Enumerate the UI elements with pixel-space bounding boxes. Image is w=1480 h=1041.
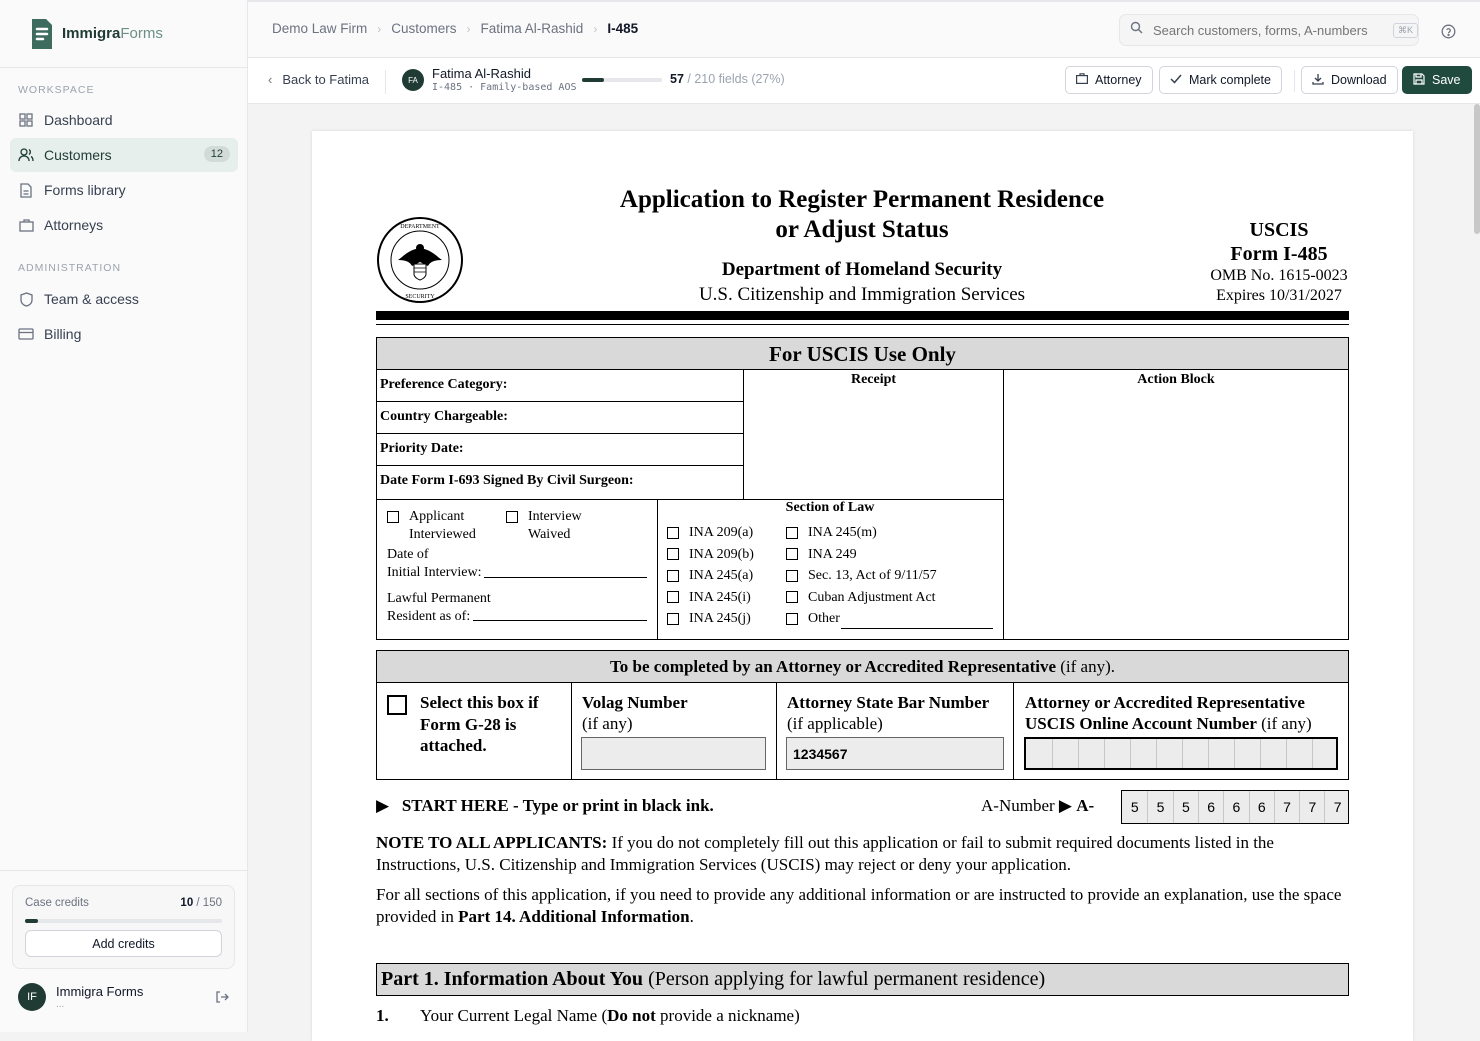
i693-date-label: Date Form I-693 Signed By Civil Surgeon: xyxy=(380,473,634,488)
sidebar xyxy=(0,0,248,1032)
avatar: IF xyxy=(18,983,46,1011)
law-left-list xyxy=(667,522,754,630)
account-digit-divider xyxy=(1286,739,1287,768)
breadcrumb-current: I-485 xyxy=(607,21,639,36)
sidebar-item-label: Team & access xyxy=(44,291,139,307)
form-title-line2: or Adjust Status xyxy=(775,216,949,243)
a-number-digit: 7 xyxy=(1299,791,1325,823)
section-of-law-checkbox[interactable] xyxy=(667,527,679,539)
title-rule xyxy=(376,311,1349,320)
a-number-field[interactable] xyxy=(1121,790,1349,824)
start-here-row: ▶ START HERE - Type or print in black ink. xyxy=(376,796,714,815)
a-number-digit: 5 xyxy=(1173,791,1199,823)
section-of-law-row xyxy=(667,587,754,609)
check-icon xyxy=(1170,73,1182,87)
section-of-law-row xyxy=(667,522,754,544)
account-digit-divider xyxy=(1078,739,1079,768)
search-box[interactable] xyxy=(1119,14,1419,46)
a-number-digit: 6 xyxy=(1249,791,1275,823)
a-number-digit: 5 xyxy=(1130,799,1139,815)
form-toolbar xyxy=(248,58,1480,104)
section-of-law-checkbox[interactable] xyxy=(786,527,798,539)
account-digit-divider xyxy=(1130,739,1131,768)
sidebar-item-label: Billing xyxy=(44,326,82,342)
sidebar-item-forms-library[interactable] xyxy=(10,173,238,207)
download-button[interactable]: Download xyxy=(1301,66,1398,94)
divider xyxy=(385,70,386,94)
help-icon[interactable] xyxy=(1441,24,1456,44)
note-to-applicants: NOTE TO ALL APPLICANTS: If you do not completely fill out this application or fail to submit required documents listed in the Instructions, U.S. Citizenship and Immigration Services (USCIS) may reject or deny your application. xyxy=(376,833,1274,874)
section-of-law-checkbox[interactable] xyxy=(786,613,798,625)
account-digit-divider xyxy=(1260,739,1261,768)
section-of-law-checkbox[interactable] xyxy=(786,548,798,560)
customer-name: Fatima Al-Rashid xyxy=(432,66,531,81)
attorney-section xyxy=(376,650,1349,780)
app-logo[interactable] xyxy=(0,0,247,68)
search-icon xyxy=(1130,21,1143,39)
attorney-button[interactable]: Attorney xyxy=(1065,66,1153,94)
topbar xyxy=(248,0,1480,58)
section-of-law-row xyxy=(667,608,754,630)
online-account-number-field[interactable] xyxy=(1024,737,1338,770)
section-of-law-label: INA 209(a) xyxy=(689,525,754,540)
section-of-law-label: Section of Law xyxy=(785,500,875,515)
users-icon xyxy=(18,147,34,163)
chevron-right-icon: › xyxy=(466,21,471,36)
account-digit-divider xyxy=(1208,739,1209,768)
priority-date-label: Priority Date: xyxy=(380,441,464,456)
add-credits-button[interactable]: Add credits xyxy=(25,930,222,957)
volag-label: Volag Number (if any) xyxy=(582,693,688,733)
fields-progress-bar xyxy=(582,78,662,82)
section-of-law-label: INA 209(b) xyxy=(689,546,754,562)
section-of-law-label: INA 245(a) xyxy=(689,568,754,583)
chevron-left-icon: ‹ xyxy=(268,72,273,87)
user-name: Immigra Forms xyxy=(56,984,144,999)
section-of-law-row xyxy=(667,565,754,587)
briefcase-icon xyxy=(18,217,34,233)
workspace-section-label: WORKSPACE xyxy=(18,84,95,96)
attorney-section-header: To be completed by an Attorney or Accredited Representative (if any). xyxy=(377,651,1348,683)
app-name: ImmigraForms xyxy=(62,25,163,42)
g28-label: Select this box if Form G-28 is attached. xyxy=(420,693,539,755)
uscis-use-only-box xyxy=(376,337,1349,640)
user-menu[interactable] xyxy=(18,983,233,1011)
user-subtitle: ... xyxy=(56,999,65,1010)
section-of-law-checkbox[interactable] xyxy=(786,570,798,582)
interview-waived-label-2: Waived xyxy=(528,527,571,542)
sidebar-item-label: Attorneys xyxy=(44,217,104,233)
law-right-list xyxy=(786,522,937,630)
customers-count-badge: 12 xyxy=(204,146,230,162)
download-icon xyxy=(1312,73,1324,88)
avatar: FA xyxy=(402,69,424,91)
sidebar-item-label: Customers xyxy=(44,147,112,163)
section-of-law-label: Sec. 13, Act of 9/11/57 xyxy=(808,568,937,583)
credits-count: 10 / 150 xyxy=(180,897,222,909)
applicant-interviewed-checkbox[interactable] xyxy=(387,511,399,523)
g28-attached-checkbox[interactable] xyxy=(387,695,407,715)
omb-number: OMB No. 1615-0023 xyxy=(1210,267,1348,284)
account-digit-divider xyxy=(1156,739,1157,768)
department-name: Department of Homeland Security xyxy=(721,259,1003,280)
other-line xyxy=(841,628,993,629)
shield-icon xyxy=(18,291,34,307)
dhs-seal-icon xyxy=(376,216,464,304)
sidebar-item-label: Forms library xyxy=(44,182,126,198)
sidebar-item-billing[interactable] xyxy=(10,317,238,351)
item1-label: Your Current Legal Name (Do not provide a nickname) xyxy=(420,1006,800,1025)
fields-progress-text: 57 / 210 fields (27%) xyxy=(670,72,785,86)
online-account-label: Attorney or Accredited Representative USCIS Online Account Number (if any) xyxy=(1025,693,1312,733)
applicant-interviewed-label-2: Interviewed xyxy=(409,527,476,542)
search-shortcut: ⌘K xyxy=(1393,23,1418,38)
section-of-law-label: INA 245(i) xyxy=(689,589,751,605)
credits-label: Case credits xyxy=(25,897,89,909)
preference-category-label: Preference Category: xyxy=(380,377,508,392)
back-button[interactable] xyxy=(268,72,369,87)
scrollbar[interactable] xyxy=(1474,104,1480,234)
section-of-law-row xyxy=(786,544,937,566)
initial-interview-line xyxy=(484,577,647,578)
bar-number-label: Attorney State Bar Number (if applicable) xyxy=(787,693,990,733)
divider xyxy=(1294,70,1295,92)
interview-waived-checkbox[interactable] xyxy=(506,511,518,523)
a-number-digit: 7 xyxy=(1274,791,1300,823)
divider xyxy=(0,870,248,871)
breadcrumb xyxy=(272,21,638,36)
lpr-label-2: Resident as of: xyxy=(387,609,471,624)
back-label: Back to Fatima xyxy=(282,72,370,87)
volag-number-field[interactable] xyxy=(581,737,766,770)
account-digit-divider xyxy=(1052,739,1053,768)
customer-form-type: I-485 · Family-based AOS xyxy=(432,82,577,93)
item1-number: 1. xyxy=(376,1006,389,1025)
save-icon xyxy=(1413,73,1425,88)
chevron-right-icon: › xyxy=(377,21,382,36)
credits-progress-bar xyxy=(25,919,222,923)
chevron-right-icon: › xyxy=(593,21,598,36)
svg-text:SECURITY: SECURITY xyxy=(405,294,435,300)
logout-icon[interactable] xyxy=(215,990,229,1009)
account-digit-divider xyxy=(1234,739,1235,768)
section-of-law-label: INA 245(m) xyxy=(808,525,877,540)
sidebar-item-label: Dashboard xyxy=(44,112,113,128)
breadcrumb-firm[interactable]: Demo Law Firm xyxy=(272,21,368,36)
part1-header: Part 1. Information About You (Person applying for lawful permanent residence) xyxy=(376,963,1349,996)
applicant-interviewed-label: Applicant xyxy=(409,509,465,524)
uscis-label: USCIS xyxy=(1249,219,1309,241)
section-of-law-row xyxy=(786,587,937,609)
section-of-law-checkbox[interactable] xyxy=(667,591,679,603)
card-icon xyxy=(18,326,34,342)
a-number-digit: 7 xyxy=(1324,791,1350,823)
lpr-line xyxy=(473,620,647,621)
section-of-law-checkbox[interactable] xyxy=(786,591,798,603)
section-of-law-checkbox[interactable] xyxy=(667,570,679,582)
additional-info-note: For all sections of this application, if you need to provide any additional information or are instructed to provide an explanation, use the space provided in Part 14. Additional Information. xyxy=(376,885,1342,926)
a-number-digit: 6 xyxy=(1198,791,1224,823)
title-rule-thin xyxy=(376,324,1349,325)
svg-text:DEPARTMENT: DEPARTMENT xyxy=(400,224,440,230)
expiry-date: Expires 10/31/2027 xyxy=(1216,287,1342,304)
logo-icon xyxy=(30,18,54,50)
lpr-label: Lawful Permanent xyxy=(387,591,491,606)
sidebar-item-dashboard[interactable] xyxy=(10,103,238,137)
a-number-digit: 6 xyxy=(1223,791,1249,823)
mark-complete-button[interactable]: Mark complete xyxy=(1159,66,1282,94)
section-of-law-checkbox[interactable] xyxy=(667,548,679,560)
section-of-law-row xyxy=(667,544,754,566)
account-digit-divider xyxy=(1104,739,1105,768)
section-of-law-row xyxy=(786,565,937,587)
interview-waived-label: Interview xyxy=(528,509,582,524)
a-number-label: A-Number ▶ A- xyxy=(981,796,1095,815)
bar-number-field[interactable]: 1234567 xyxy=(786,737,1004,770)
credits-card xyxy=(12,885,235,969)
account-digit-divider xyxy=(1312,739,1313,768)
briefcase-icon xyxy=(1076,73,1088,87)
form-number: Form I-485 xyxy=(1230,243,1328,265)
grid-icon xyxy=(18,112,34,128)
section-of-law-label: INA 245(j) xyxy=(689,611,751,626)
uscis-use-only-header: For USCIS Use Only xyxy=(377,338,1348,370)
breadcrumb-customers[interactable]: Customers xyxy=(391,21,457,36)
sidebar-item-attorneys[interactable] xyxy=(10,208,238,242)
date-of-label: Date of xyxy=(387,547,429,562)
administration-section-label: ADMINISTRATION xyxy=(18,262,122,274)
section-of-law-label: Cuban Adjustment Act xyxy=(808,589,936,605)
sidebar-item-team-access[interactable] xyxy=(10,282,238,316)
file-icon xyxy=(18,182,34,198)
save-button[interactable]: Save xyxy=(1402,66,1472,94)
agency-name: U.S. Citizenship and Immigration Services xyxy=(698,284,1026,305)
section-of-law-row xyxy=(786,608,937,630)
section-of-law-checkbox[interactable] xyxy=(667,613,679,625)
sidebar-item-customers[interactable] xyxy=(10,138,238,172)
country-chargeable-label: Country Chargeable: xyxy=(380,409,508,424)
a-number-digit: 5 xyxy=(1147,791,1173,823)
form-title-line1: Application to Register Permanent Residence xyxy=(619,186,1105,213)
receipt-label: Receipt xyxy=(850,372,897,387)
account-digit-divider xyxy=(1182,739,1183,768)
breadcrumb-customer[interactable]: Fatima Al-Rashid xyxy=(480,21,584,36)
section-of-law-label: Other xyxy=(808,611,840,626)
search-input[interactable] xyxy=(1153,23,1383,38)
section-of-law-label: INA 249 xyxy=(808,546,857,562)
initial-interview-label: Initial Interview: xyxy=(387,565,482,580)
action-block-label: Action Block xyxy=(1137,372,1215,387)
form-page-preview xyxy=(312,131,1413,1041)
section-of-law-row xyxy=(786,522,937,544)
